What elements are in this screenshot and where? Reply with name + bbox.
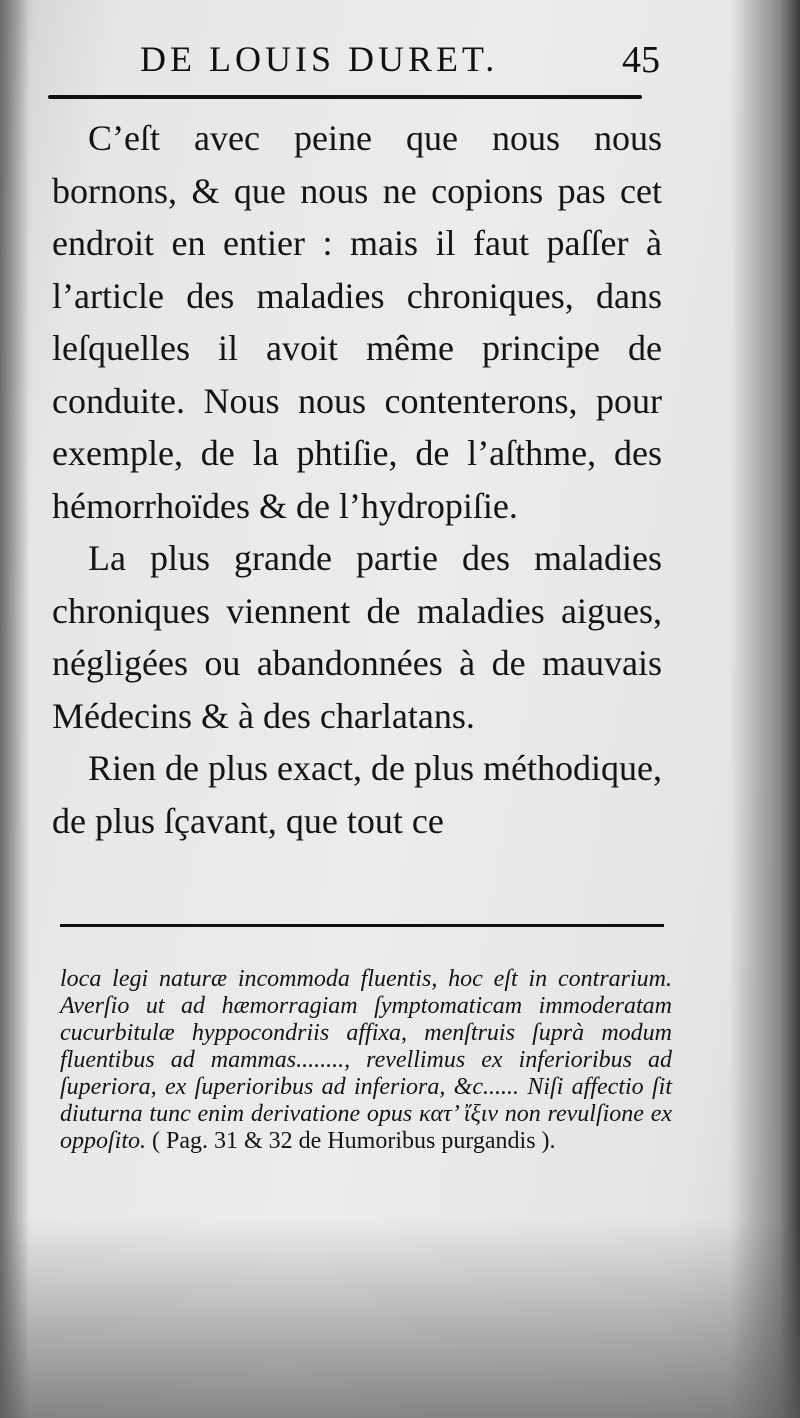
page-number: 45 (622, 39, 660, 81)
page-bottom-shadow (0, 1218, 800, 1418)
header-rule (48, 95, 642, 99)
running-title: DE LOUIS DURET. (140, 39, 499, 79)
page-header (140, 28, 660, 88)
footnote-rule (60, 924, 664, 927)
paragraph: C’eſt avec peine que nous nous bornons, & que nous ne copions pas cet endroit en entier : mais il faut paſſer à l’article des maladies chroniques, dans leſquelles il avoit même principe de conduite. Nous nous contenterons, pour exemple, de la phtiſie, de l’aſthme, des hémorrhoïdes & de l’hydropiſie. (52, 118, 662, 526)
footnote-latin-text: loca legi naturæ incommoda fluentis, hoc eſt in contrarium. Averſio ut ad hæmorragiam ſymptomaticam immoderatam cucurbitulæ hyppocondriis affixa, menſtruis ſuprà modum fluentibus ad mammas........, revellimus ex inferioribus ad ſuperiora, ex ſuperioribus ad inferiora, &c...... Niſi affectio ſit diuturna tunc enim derivatione opus κατ’ ἴξιν non revulſione ex oppoſito. (60, 966, 672, 1154)
paragraph: La plus grande partie des maladies chroniques viennent de maladies aigues, négligées ou abandonnées à de mauvais Médecins & à des charlatans. (52, 538, 662, 736)
footnote (60, 966, 672, 1155)
main-text (52, 112, 662, 847)
paragraph: Rien de plus exact, de plus méthodique, de plus ſçavant, que tout ce (52, 748, 662, 841)
page-gutter-shadow (0, 0, 30, 1418)
footnote-citation: ( Pag. 31 & 32 de Humoribus purgandis ). (146, 1128, 556, 1154)
page-edge-shadow (730, 0, 800, 1418)
